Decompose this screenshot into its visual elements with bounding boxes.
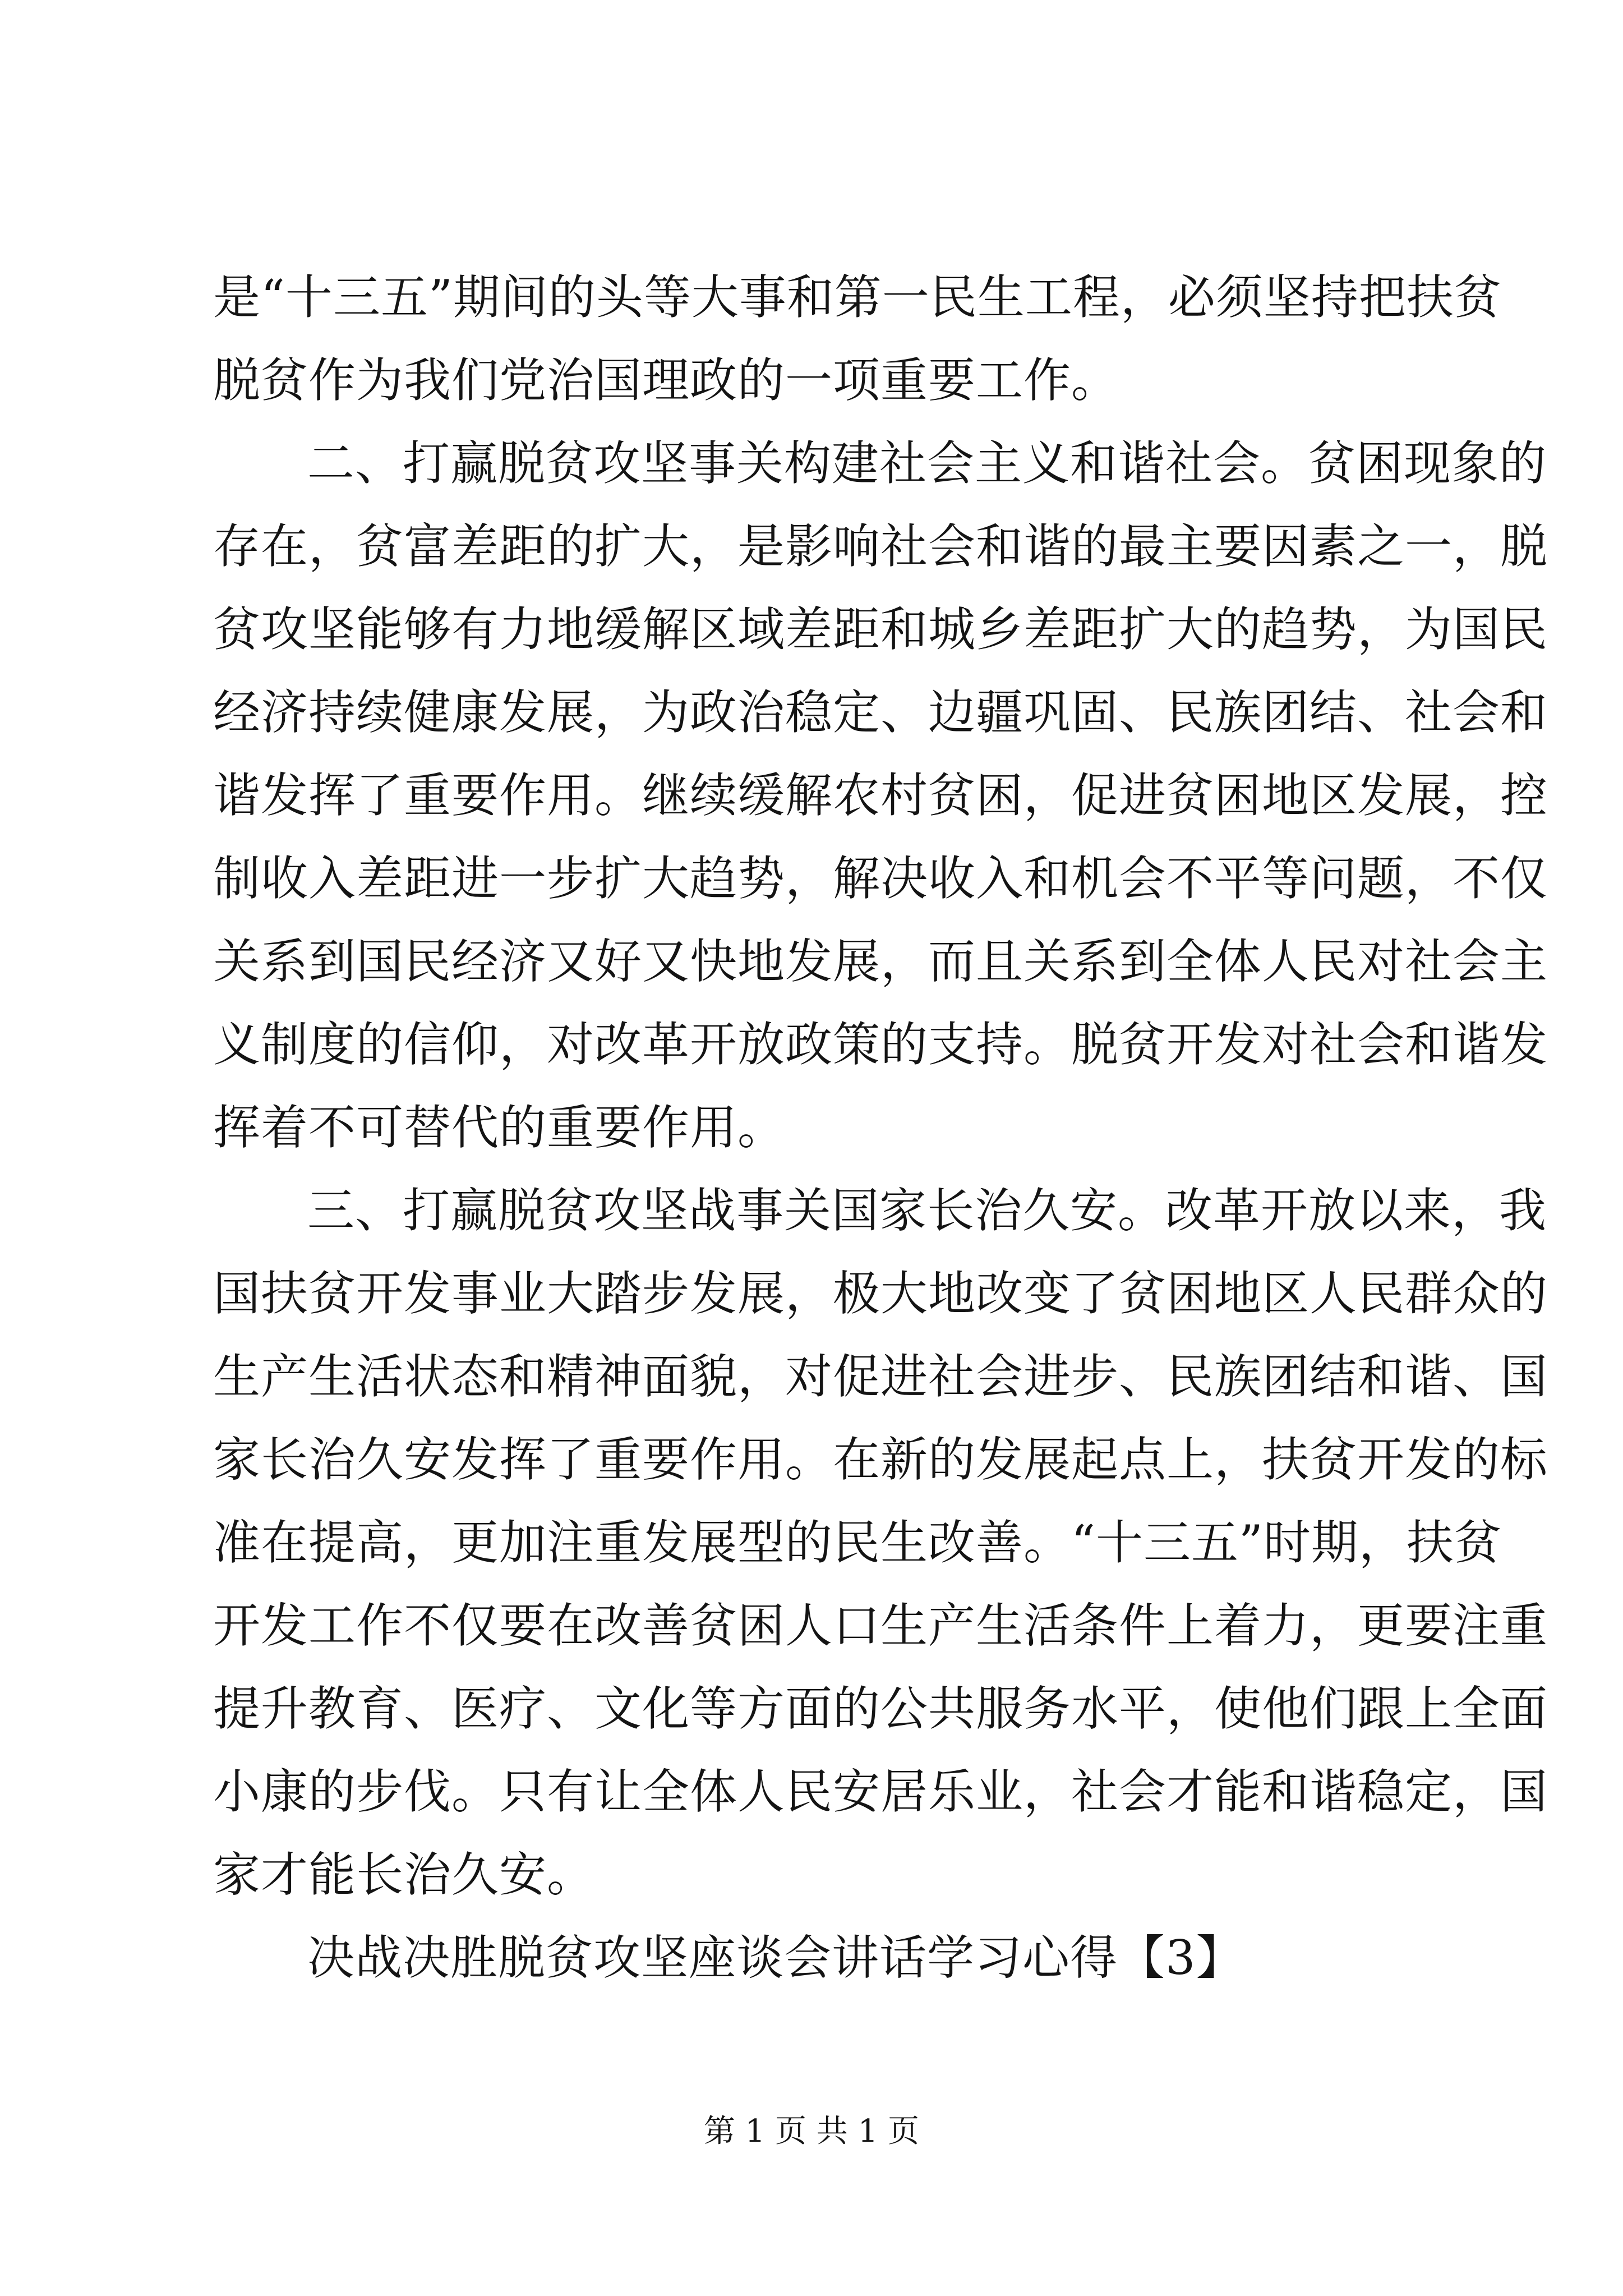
- paragraph-2-line-6: 制收入差距进一步扩大趋势，解决收入和机会不平等问题，不仅: [213, 851, 1548, 906]
- paragraph-2-line-1: 二、打赢脱贫攻坚事关构建社会主义和谐社会。贫困现象的: [307, 436, 1547, 491]
- paragraph-2-line-3: 贫攻坚能够有力地缓解区域差距和城乡差距扩大的趋势，为国民: [213, 602, 1548, 657]
- paragraph-3-line-7: 提升教育、医疗、文化等方面的公共服务水平，使他们跟上全面: [213, 1681, 1548, 1736]
- paragraph-2-line-7: 关系到国民经济又好又快地发展，而且关系到全体人民对社会主: [213, 934, 1548, 989]
- page-footer: 第 1 页 共 1 页: [703, 2113, 920, 2150]
- paragraph-3-line-2: 国扶贫开发事业大踏步发展，极大地改变了贫困地区人民群众的: [213, 1266, 1548, 1321]
- paragraph-3-line-8: 小康的步伐。只有让全体人民安居乐业，社会才能和谐稳定，国: [213, 1764, 1548, 1819]
- paragraph-3-line-4: 家长治久安发挥了重要作用。在新的发展起点上，扶贫开发的标: [213, 1432, 1548, 1487]
- paragraph-1-line-2: 脱贫作为我们党治国理政的一项重要工作。: [213, 353, 1119, 408]
- paragraph-3-line-6: 开发工作不仅要在改善贫困人口生产生活条件上着力，更要注重: [213, 1598, 1548, 1653]
- paragraph-3-line-3: 生产生活状态和精神面貌，对促进社会进步、民族团结和谐、国: [213, 1349, 1548, 1404]
- paragraph-2-line-5: 谐发挥了重要作用。继续缓解农村贫困，促进贫困地区发展，控: [213, 768, 1548, 823]
- paragraph-2-line-9: 挥着不可替代的重要作用。: [213, 1100, 786, 1155]
- paragraph-2-line-2: 存在，贫富差距的扩大，是影响社会和谐的最主要因素之一，脱: [213, 519, 1548, 574]
- section-heading: 决战决胜脱贫攻坚座谈会讲话学习心得【3】: [307, 1930, 1244, 1985]
- paragraph-3-line-9: 家才能长治久安。: [213, 1847, 595, 1902]
- paragraph-2-line-4: 经济持续健康发展，为政治稳定、边疆巩固、民族团结、社会和: [213, 685, 1548, 740]
- paragraph-1-line-1: 是“十三五”期间的头等大事和第一民生工程，必须坚持把扶贫: [213, 270, 1502, 325]
- paragraph-3-line-1: 三、打赢脱贫攻坚战事关国家长治久安。改革开放以来，我: [307, 1183, 1547, 1238]
- paragraph-3-line-5: 准在提高，更加注重发展型的民生改善。“十三五”时期，扶贫: [213, 1515, 1502, 1570]
- paragraph-2-line-8: 义制度的信仰，对改革开放政策的支持。脱贫开发对社会和谐发: [213, 1017, 1548, 1072]
